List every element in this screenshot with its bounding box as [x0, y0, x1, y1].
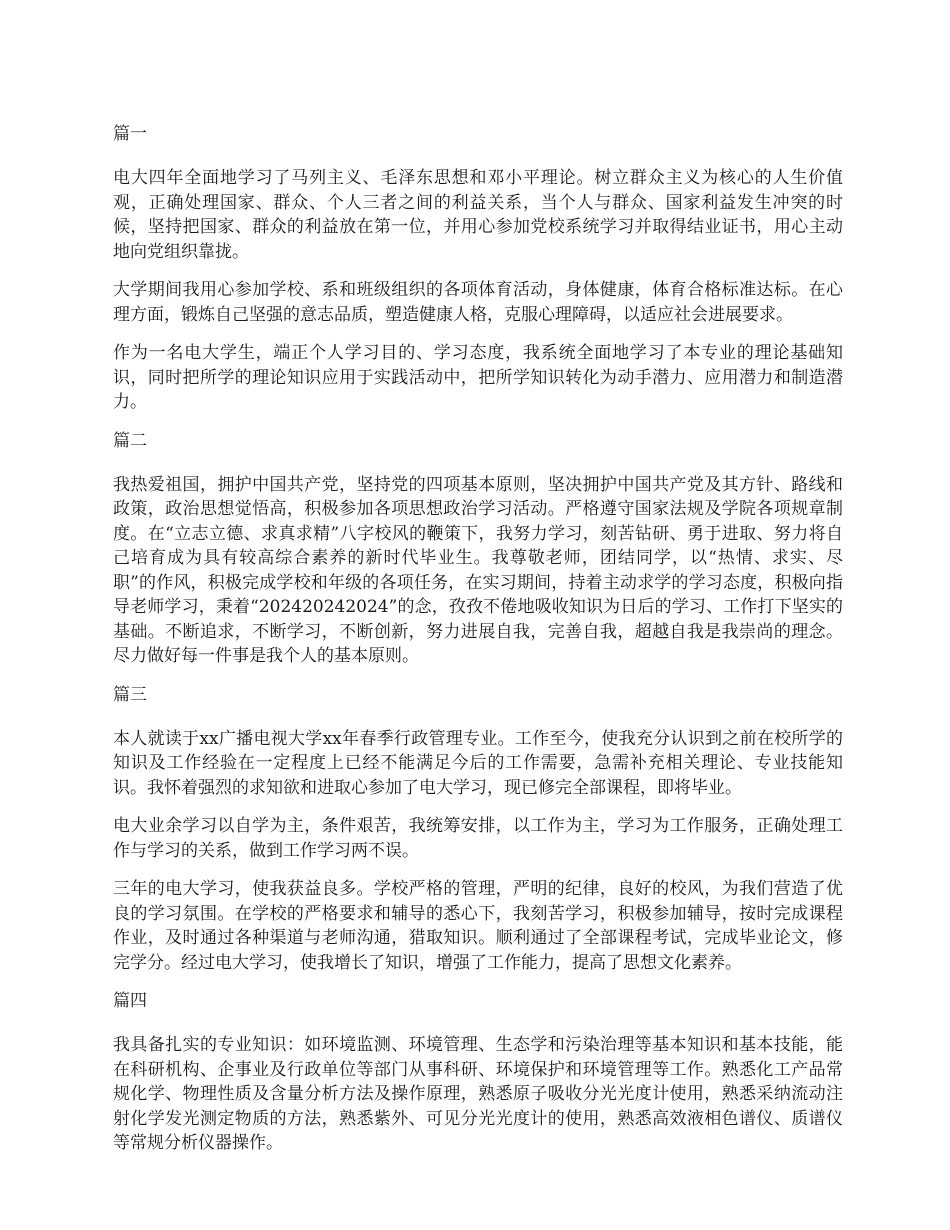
section-heading: 篇四 [113, 991, 147, 1011]
paragraph: 电大业余学习以自学为主，条件艰苦，我统筹安排，以工作为主，学习为工作服务，正确处理工作与学习的关系，做到工作学习两不误。 [113, 816, 843, 861]
paragraph: 大学期间我用心参加学校、系和班级组织的各项体育活动，身体健康，体育合格标准达标。在心理方面，锻炼自己坚强的意志品质，塑造健康人格，克服心理障碍，以适应社会进展要求。 [113, 280, 843, 325]
paragraph: 电大四年全面地学习了马列主义、毛泽东思想和邓小平理论。树立群众主义为核心的人生价值观，正确处理国家、群众、个人三者之间的利益关系，当个人与群众、国家利益发生冲突的时候，坚持把国家、群众的利益放在第一位，并用心参加党校系统学习并取得结业证书，用心主动地向党组织靠拢。 [113, 168, 843, 262]
section-heading: 篇一 [113, 124, 147, 144]
document-page [113, 122, 843, 1170]
section-3 [113, 683, 843, 976]
section-2 [113, 429, 843, 669]
paragraph: 我具备扎实的专业知识：如环境监测、环境管理、生态学和污染治理等基本知识和基本技能，能在科研机构、企事业及行政单位等部门从事科研、环境保护和环境管理等工作。熟悉化工产品常规化学、物理性质及含量分析方法及操作原理，熟悉原子吸收分光光度计使用，熟悉采纳流动注射化学发光测定物质的方法，熟悉紫外、可见分光光度计的使用，熟悉高效液相色谱仪、质谱仪等常规分析仪器操作。 [113, 1035, 843, 1153]
section-4 [113, 989, 843, 1156]
section-heading: 篇二 [113, 430, 147, 451]
paragraph: 作为一名电大学生，端正个人学习目的、学习态度，我系统全面地学习了本专业的理论基础知识，同时把所学的理论知识应用于实践活动中，把所学知识转化为动手潜力、应用潜力和制造潜力。 [113, 343, 843, 412]
section-heading: 篇三 [113, 684, 147, 705]
paragraph: 本人就读于xx广播电视大学xx年春季行政管理专业。工作至今，使我充分认识到之前在校所学的知识及工作经验在一定程度上已经不能满足今后的工作需要，急需补充相关理论、专业技能知识。我怀着强烈的求知欲和进取心参加了电大学习，现已修完全部课程，即将毕业。 [113, 728, 843, 798]
paragraph: 三年的电大学习，使我获益良多。学校严格的管理，严明的纪律，良好的校风，为我们营造了优良的学习氛围。在学校的严格要求和辅导的悉心下，我刻苦学习，积极参加辅导，按时完成课程作业，及时通过各种渠道与老师沟通，猎取知识。顺利通过了全部课程考试，完成毕业论文，修完学分。经过电大学习，使我增长了知识，增强了工作能力，提高了思想文化素养。 [113, 879, 843, 973]
section-1 [113, 122, 843, 415]
paragraph: 我热爱祖国，拥护中国共产党，坚持党的四项基本原则，坚决拥护中国共产党及其方针、路线和政策，政治思想觉悟高，积极参加各项思想政治学习活动。严格遵守国家法规及学院各项规章制度。在“立志立德、求真求精”八字校风的鞭策下，我努力学习，刻苦钻研、勇于进取、努力将自己培育成为具有较高综合素养的新时代毕业生。我尊敬老师，团结同学，以“热情、求实、尽职”的作风，积极完成学校和年级的各项任务，在实习期间，持着主动求学的学习态度，积极向指导老师学习，秉着“20242024​2024”的念，孜孜不倦地吸收知识为日后的学习、工作打下坚实的基础。不断追求，不断学习，不断创新，努力进展自我，完善自我，超越自我是我崇尚的理念。尽力做好每一件事是我个人的基本原则。 [113, 474, 843, 666]
